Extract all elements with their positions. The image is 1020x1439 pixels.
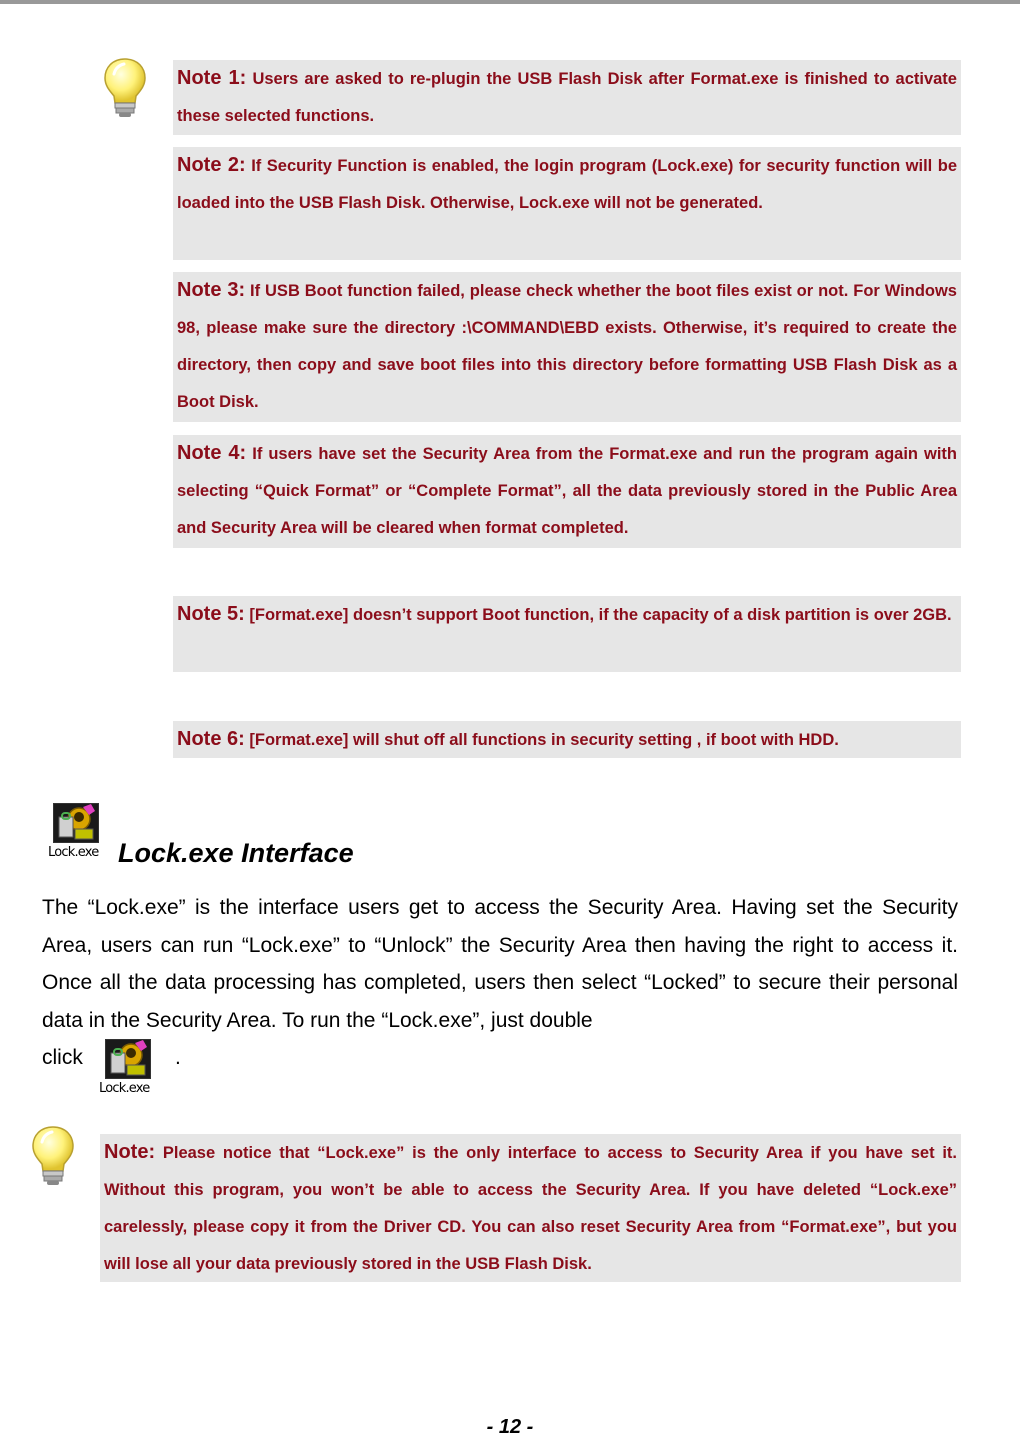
note-label: Note 1: [177, 67, 247, 89]
note-label: Note 3: [177, 279, 246, 301]
lock-exe-icon-inline[interactable] [105, 1039, 151, 1079]
note-text: If Security Function is enabled, the login program (Lock.exe) for security function will be loaded into the USB Flash Disk. Otherwise, Lock.exe will not be generated. [177, 157, 957, 212]
note-label: Note: [104, 1141, 156, 1163]
note-label: Note 5: [177, 603, 245, 625]
body-period: . [175, 1046, 181, 1069]
note-label: Note 4: [177, 442, 247, 464]
note-text: [Format.exe] will shut off all functions in security setting , if boot with HDD. [249, 731, 839, 749]
lightbulb-icon [100, 56, 150, 120]
note-2 [173, 147, 961, 260]
note-text: [Format.exe] doesn’t support Boot function, if the capacity of a disk partition is over 2GB. [249, 606, 952, 624]
lock-exe-caption: Lock.exe [48, 845, 99, 860]
note-4 [173, 435, 961, 548]
body-click-word: click [42, 1046, 83, 1069]
lightbulb-icon [28, 1124, 78, 1188]
note-text: Please notice that “Lock.exe” is the only interface to access to Security Area if you have set it. Without this program, you won’t be able to access the Security Area. If you have deleted “Lock.exe” carelessly, please copy it from the Driver CD. You can also reset Security Area from “Format.exe”, but you will lose all your data previously stored in the USB Flash Disk. [104, 1144, 957, 1273]
note-5 [173, 596, 961, 672]
note-6 [173, 721, 961, 758]
note-label: Note 2: [177, 154, 246, 176]
top-rule [0, 0, 1020, 4]
note-3 [173, 272, 961, 422]
section-title: Lock.exe Interface [118, 838, 354, 868]
note-text: If USB Boot function failed, please check whether the boot files exist or not. For Windows 98, please make sure the directory :\COMMAND\EBD exists. Otherwise, it’s required to create the directory, then copy and save boot files into this directory before formatting USB Flash Disk as a Boot Disk. [177, 282, 957, 411]
note-1 [173, 60, 961, 135]
lock-exe-icon [53, 803, 99, 843]
lock-exe-inline-caption: Lock.exe [99, 1081, 150, 1096]
note-text: Users are asked to re-plugin the USB Flash Disk after Format.exe is finished to activate these selected functions. [177, 70, 957, 125]
page-number: - 12 - [486, 1416, 534, 1438]
bottom-note [100, 1134, 961, 1282]
note-text: If users have set the Security Area from the Format.exe and run the program again with selecting “Quick Format” or “Complete Format”, all the data previously stored in the Public Area and Security Area will be cleared when format completed. [177, 445, 957, 537]
body-last-line [42, 1039, 83, 1077]
body-paragraph: The “Lock.exe” is the interface users get to access the Security Area. Having set the Security Area, users can run “Lock.exe” to “Unlock” the Security Area then having the right to access it. Once all the data processing has completed, users then select “Locked” to secure their personal data in the Security Area. To run the “Lock.exe”, just double [42, 896, 958, 1032]
note-label: Note 6: [177, 728, 245, 750]
